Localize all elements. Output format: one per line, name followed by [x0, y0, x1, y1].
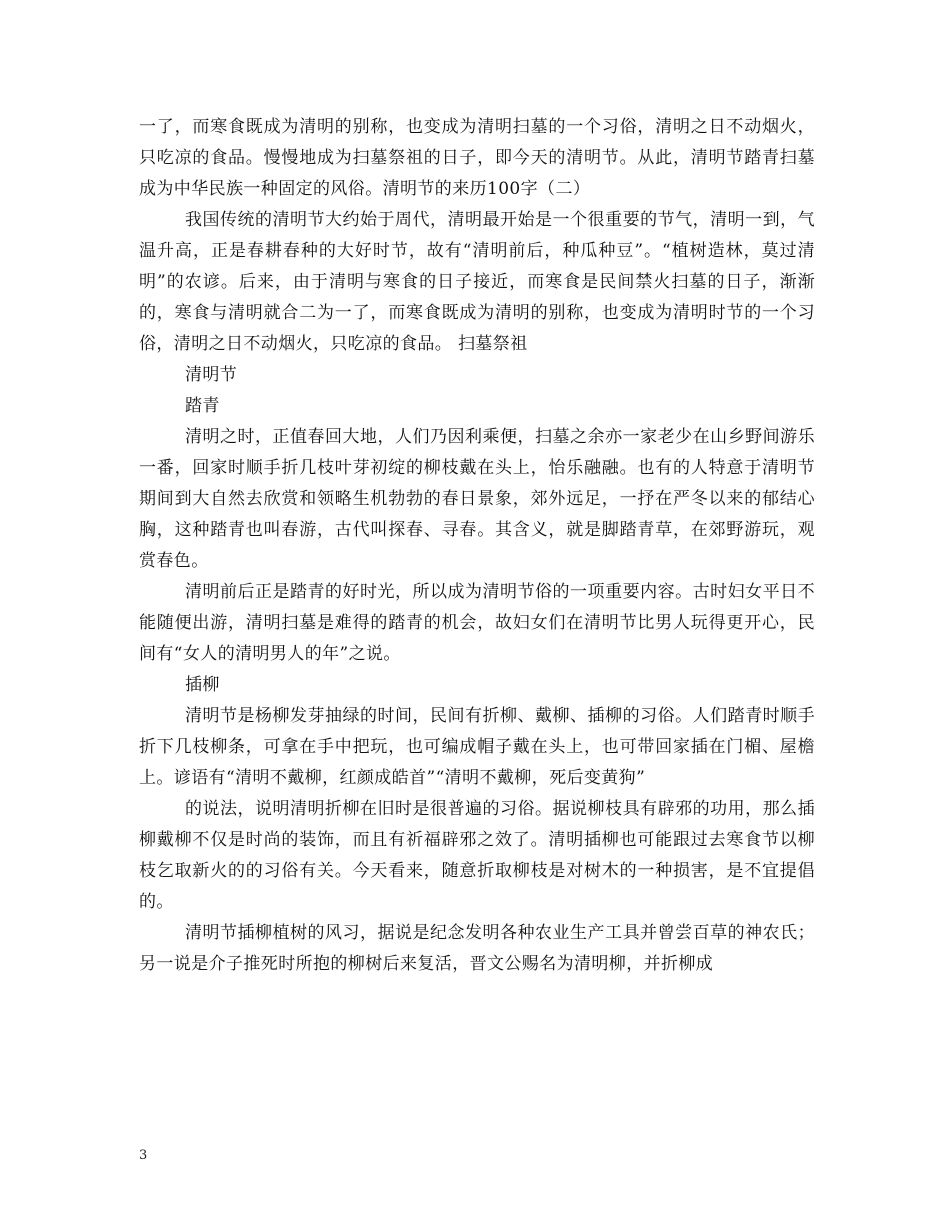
- section-heading-qingmingjie: 清明节: [185, 365, 238, 385]
- document-body: [139, 112, 815, 980]
- paragraph-1: 一了，而寒食既成为清明的别称，也变成为清明扫墓的一个习俗，清明之日不动烟火，只吃凉的食品。慢慢地成为扫墓祭祖的日子，即今天的清明节。从此，清明节踏青扫墓成为中华民族一种固定的风俗。清明节的来历100字（二）: [139, 117, 815, 199]
- paragraph-3: 清明之时，正值春回大地，人们乃因利乘便，扫墓之余亦一家老少在山乡野间游乐一番，回家时顺手折几枝叶芽初绽的柳枝戴在头上，怡乐融融。也有的人特意于清明节期间到大自然去欣赏和领略生机勃勃的春日景象，郊外远足，一抒在严冬以来的郁结心胸，这种踏青也叫春游，古代叫探春、寻春。其含义，就是脚踏青草，在郊野游玩，观赏春色。: [139, 427, 815, 571]
- paragraph-7: 清明节插柳植树的风习，据说是纪念发明各种农业生产工具并曾尝百草的神农氏；另一说是介子推死时所抱的柳树后来复活，晋文公赐名为清明柳，并折柳成: [139, 923, 815, 974]
- section-heading-chaliu: 插柳: [185, 675, 220, 695]
- paragraph-6: 的说法，说明清明折柳在旧时是很普遍的习俗。据说柳枝具有辟邪的功用，那么插柳戴柳不仅是时尚的装饰，而且有祈福辟邪之效了。清明插柳也可能跟过去寒食节以柳枝乞取新火的的习俗有关。今天看来，随意折取柳枝是对树木的一种损害，是不宜提倡的。: [139, 799, 815, 912]
- paragraph-5: 清明节是杨柳发芽抽绿的时间，民间有折柳、戴柳、插柳的习俗。人们踏青时顺手折下几枝柳条，可拿在手中把玩，也可编成帽子戴在头上，也可带回家插在门楣、屋檐上。谚语有“清明不戴柳，红颜成皓首”“清明不戴柳，死后变黄狗”: [139, 706, 815, 788]
- paragraph-2: 我国传统的清明节大约始于周代，清明最开始是一个很重要的节气，清明一到，气温升高，正是春耕春种的大好时节，故有“清明前后，种瓜种豆”。“植树造林，莫过清明”的农谚。后来，由于清明与寒食的日子接近，而寒食是民间禁火扫墓的日子，渐渐的，寒食与清明就合二为一了，而寒食既成为清明的别称，也变成为清明时节的一个习俗，清明之日不动烟火，只吃凉的食品。 扫墓祭祖: [139, 210, 815, 354]
- section-heading-taqing: 踏青: [185, 396, 220, 416]
- paragraph-4: 清明前后正是踏青的好时光，所以成为清明节俗的一项重要内容。古时妇女平日不能随便出游，清明扫墓是难得的踏青的机会，故妇女们在清明节比男人玩得更开心，民间有“女人的清明男人的年”之说。: [139, 582, 815, 664]
- page-number: 3: [139, 1148, 148, 1163]
